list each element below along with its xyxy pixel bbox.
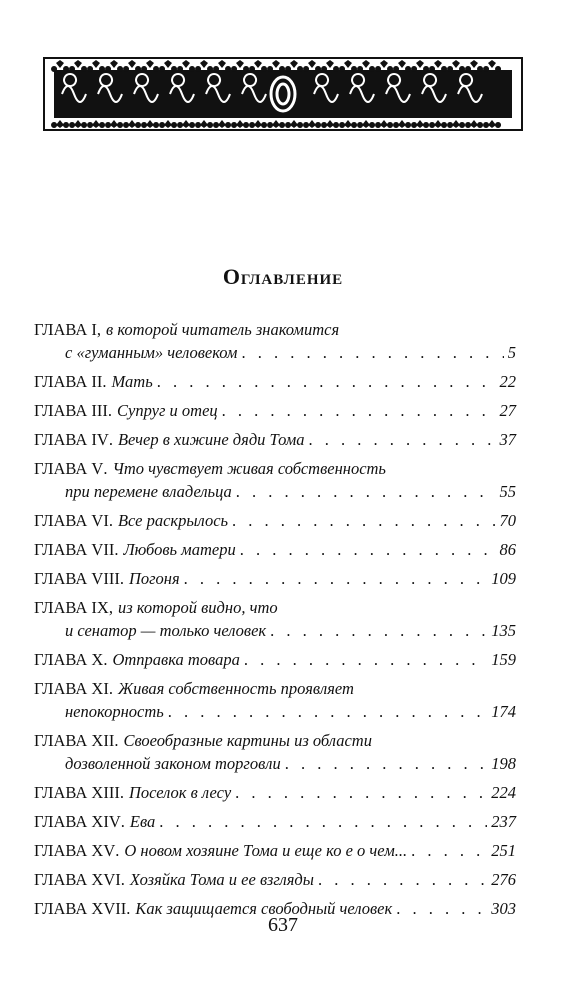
toc-entry — [34, 567, 516, 590]
chapter-label: ГЛАВА VI — [34, 511, 109, 530]
leader-dots — [168, 700, 487, 723]
chapter-page: 198 — [491, 754, 516, 773]
page-title: Оглавление — [222, 264, 344, 289]
toc-line — [34, 700, 516, 723]
chapter-label: ГЛАВА XVII — [34, 899, 127, 918]
leader-dots — [309, 428, 496, 451]
chapter-label: ГЛАВА XIV — [34, 812, 121, 831]
toc-entry — [34, 868, 516, 891]
toc-entry — [34, 596, 516, 642]
chapter-label: ГЛАВА II — [34, 372, 103, 391]
chapter-separator: . — [119, 569, 124, 588]
chapter-label: ГЛАВА XVI — [34, 870, 121, 889]
leader-dots — [157, 370, 496, 393]
chapter-separator: . — [108, 679, 113, 698]
chapter-title: Любовь матери — [123, 540, 236, 559]
chapter-title: и сенатор — только человек — [65, 621, 267, 640]
chapter-label: ГЛАВА XII — [34, 731, 115, 750]
leader-dots — [244, 648, 487, 671]
toc-line — [34, 341, 516, 364]
chapter-separator: . — [114, 731, 119, 750]
leader-dots — [235, 781, 487, 804]
chapter-page: 5 — [507, 343, 516, 362]
chapter-title: из которой видно, что — [117, 598, 278, 617]
chapter-page: 109 — [491, 569, 516, 588]
toc-line — [34, 810, 516, 833]
chapter-title: Все раскрылось — [117, 511, 229, 530]
leader-dots — [285, 752, 488, 775]
toc-line — [34, 428, 516, 451]
chapter-title: при перемене владельца — [65, 482, 232, 501]
toc-line — [34, 781, 516, 804]
chapter-page: 70 — [499, 511, 516, 530]
toc-entry — [34, 810, 516, 833]
leader-dots — [241, 341, 503, 364]
toc-line — [34, 752, 516, 775]
chapter-title: с «гуманным» человеком — [65, 343, 238, 362]
toc-line — [34, 370, 516, 393]
chapter-title: Ева — [129, 812, 156, 831]
chapter-separator: . — [107, 401, 113, 420]
chapter-page: 251 — [491, 841, 516, 860]
toc-line — [34, 596, 516, 619]
chapter-title: Как защищается свободный человек — [135, 899, 393, 918]
chapter-page: 237 — [491, 812, 516, 831]
leader-dots — [270, 619, 487, 642]
chapter-separator: . — [102, 372, 107, 391]
chapter-page: 224 — [491, 783, 516, 802]
toc-line — [34, 619, 516, 642]
decorative-border-icon — [38, 52, 528, 136]
toc-line — [34, 318, 516, 341]
chapter-separator: . — [108, 430, 113, 449]
toc-line — [34, 509, 516, 532]
toc-line — [34, 868, 516, 891]
chapter-label: ГЛАВА III — [34, 401, 108, 420]
chapter-separator: . — [103, 459, 108, 478]
chapter-page: 174 — [491, 702, 516, 721]
chapter-page: 37 — [499, 430, 516, 449]
toc-line — [34, 480, 516, 503]
chapter-title: Вечер в хижине дяди Тома — [117, 430, 305, 449]
leader-dots — [411, 839, 487, 862]
toc-entry — [34, 399, 516, 422]
chapter-separator: . — [103, 650, 108, 669]
toc-entry — [34, 318, 516, 364]
toc-line — [34, 538, 516, 561]
chapter-separator: . — [114, 540, 119, 559]
chapter-page: 303 — [491, 899, 516, 918]
leader-dots — [240, 538, 496, 561]
toc-entry — [34, 538, 516, 561]
chapter-title: Поселок в лесу — [128, 783, 232, 802]
toc-line — [34, 729, 516, 752]
chapter-separator: . — [120, 812, 125, 831]
chapter-label: ГЛАВА I — [34, 320, 97, 339]
chapter-separator: . — [120, 870, 125, 889]
toc-entry — [34, 677, 516, 723]
toc-line — [34, 648, 516, 671]
leader-dots — [318, 868, 487, 891]
toc-entry — [34, 781, 516, 804]
chapter-title: Мать — [111, 372, 153, 391]
chapter-title: О новом хозяине Тома и еще ко е о чем... — [124, 841, 408, 860]
toc-entry — [34, 839, 516, 862]
leader-dots — [159, 810, 487, 833]
leader-dots — [184, 567, 488, 590]
chapter-page: 27 — [499, 401, 516, 420]
chapter-label: ГЛАВА IV — [34, 430, 109, 449]
leader-dots — [232, 509, 495, 532]
chapter-title: Супруг и отец — [117, 401, 218, 420]
chapter-label: ГЛАВА VIII — [34, 569, 120, 588]
chapter-label: ГЛАВА VII — [34, 540, 115, 559]
chapter-title: в которой читатель знакомится — [106, 320, 340, 339]
chapter-title: дозволенной законом торговли — [65, 754, 281, 773]
chapter-title: непокорность — [65, 702, 164, 721]
chapter-separator: . — [108, 511, 113, 530]
toc-entry — [34, 729, 516, 775]
leader-dots — [222, 399, 496, 422]
chapter-page: 276 — [491, 870, 516, 889]
toc-entry — [34, 648, 516, 671]
toc-line — [34, 399, 516, 422]
chapter-label: ГЛАВА IX — [34, 598, 109, 617]
chapter-separator: . — [115, 841, 120, 860]
toc-entry — [34, 509, 516, 532]
chapter-label: ГЛАВА XV — [34, 841, 116, 860]
toc-line — [34, 567, 516, 590]
toc-line — [34, 457, 516, 480]
chapter-label: ГЛАВА X — [34, 650, 104, 669]
chapter-title: Погоня — [128, 569, 180, 588]
table-of-contents — [34, 318, 516, 926]
chapter-title: Живая собственность проявляет — [117, 679, 354, 698]
chapter-title: Что чувствует живая собственность — [112, 459, 386, 478]
chapter-page: 86 — [499, 540, 516, 559]
chapter-separator: , — [108, 598, 113, 617]
chapter-page: 55 — [499, 482, 516, 501]
chapter-page: 135 — [491, 621, 516, 640]
chapter-label: ГЛАВА XIII — [34, 783, 120, 802]
chapter-separator: , — [96, 320, 102, 339]
chapter-title: Хозяйка Тома и ее взгляды — [129, 870, 314, 889]
chapter-title: Своеобразные картины из области — [123, 731, 372, 750]
chapter-page: 159 — [491, 650, 516, 669]
chapter-label: ГЛАВА V — [34, 459, 104, 478]
page-number: 637 — [268, 914, 298, 936]
leader-dots — [236, 480, 496, 503]
chapter-title: Отправка товара — [112, 650, 240, 669]
toc-line — [34, 677, 516, 700]
toc-line — [34, 839, 516, 862]
chapter-separator: . — [119, 783, 124, 802]
toc-entry — [34, 457, 516, 503]
toc-entry — [34, 370, 516, 393]
toc-entry — [34, 428, 516, 451]
chapter-separator: . — [126, 899, 131, 918]
chapter-label: ГЛАВА XI — [34, 679, 109, 698]
chapter-page: 22 — [499, 372, 516, 391]
